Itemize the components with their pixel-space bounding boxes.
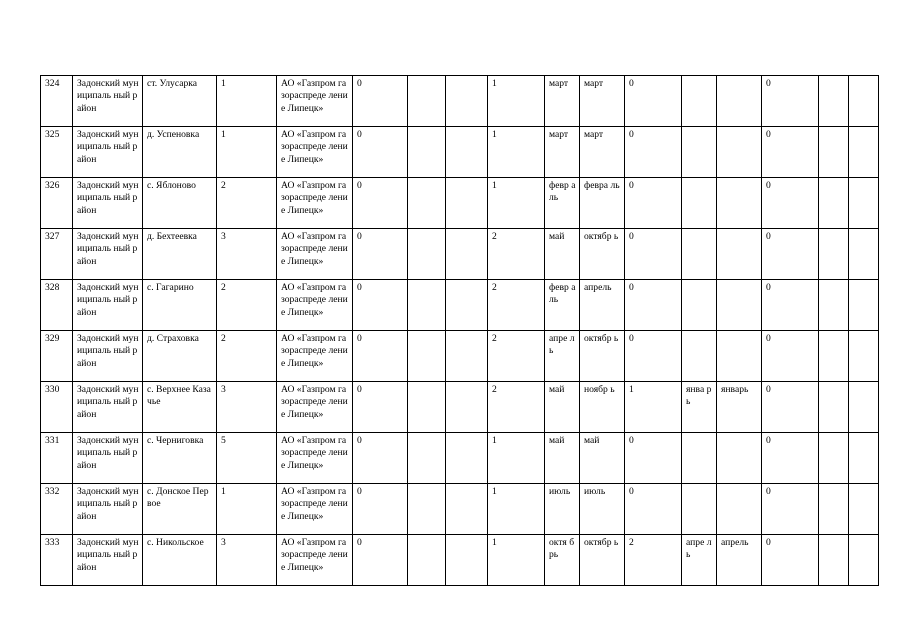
table-cell: 5	[217, 433, 277, 484]
table-cell: 327	[41, 229, 73, 280]
table-cell: 3	[217, 229, 277, 280]
table-cell: 0	[353, 229, 408, 280]
table-cell	[717, 484, 762, 535]
table-row	[41, 535, 879, 586]
table-cell	[682, 433, 717, 484]
table-cell: с. Никольское	[143, 535, 217, 586]
table-cell: Задонский муниципаль ный район	[73, 331, 143, 382]
table-cell: 0	[762, 127, 819, 178]
table-cell: 1	[488, 127, 545, 178]
table-cell	[682, 484, 717, 535]
table-cell	[408, 280, 446, 331]
table-cell: 333	[41, 535, 73, 586]
table-cell: 326	[41, 178, 73, 229]
table-cell	[819, 484, 849, 535]
table-cell	[446, 76, 488, 127]
table-cell: май	[545, 433, 580, 484]
table-cell	[682, 178, 717, 229]
table-cell	[408, 535, 446, 586]
table-cell	[408, 331, 446, 382]
table-cell	[819, 178, 849, 229]
table-cell: 0	[762, 484, 819, 535]
table-row	[41, 178, 879, 229]
table-cell: 0	[762, 178, 819, 229]
table-cell: 328	[41, 280, 73, 331]
table-cell	[717, 127, 762, 178]
table-cell: ноябр ь	[580, 382, 625, 433]
table-cell: октябр ь	[580, 229, 625, 280]
table-cell: 0	[353, 280, 408, 331]
table-cell: 0	[762, 229, 819, 280]
table-cell: 2	[625, 535, 682, 586]
table-cell: 0	[762, 331, 819, 382]
table-row	[41, 280, 879, 331]
table-cell: 0	[353, 484, 408, 535]
table-cell	[849, 484, 879, 535]
table-cell	[446, 484, 488, 535]
table-cell: март	[580, 127, 625, 178]
table-cell	[682, 127, 717, 178]
table-cell: с. Черниговка	[143, 433, 217, 484]
table-cell	[819, 331, 849, 382]
table-cell: 0	[353, 331, 408, 382]
table-cell: февр аль	[545, 178, 580, 229]
table-cell: апре ль	[545, 331, 580, 382]
table-cell: 1	[625, 382, 682, 433]
table-cell	[408, 382, 446, 433]
table-cell: 0	[625, 76, 682, 127]
table-cell: июль	[545, 484, 580, 535]
table-row	[41, 127, 879, 178]
table-cell	[408, 433, 446, 484]
table-cell: 0	[625, 127, 682, 178]
table-cell	[446, 229, 488, 280]
table-row	[41, 229, 879, 280]
table-cell: июль	[580, 484, 625, 535]
table-cell: АО «Газпром газораспреде ление Липецк»	[277, 433, 353, 484]
table-cell: апре ль	[682, 535, 717, 586]
table-cell: Задонский муниципаль ный район	[73, 535, 143, 586]
table-cell: Задонский муниципаль ный район	[73, 127, 143, 178]
table-cell: АО «Газпром газораспреде ление Липецк»	[277, 331, 353, 382]
table-cell: 0	[625, 229, 682, 280]
table-row	[41, 433, 879, 484]
table-cell: октя брь	[545, 535, 580, 586]
table-cell: АО «Газпром газораспреде ление Липецк»	[277, 382, 353, 433]
table-cell: 2	[217, 280, 277, 331]
table-cell: 332	[41, 484, 73, 535]
table-cell: октябр ь	[580, 331, 625, 382]
table-cell: 331	[41, 433, 73, 484]
table-cell: 0	[625, 178, 682, 229]
table-cell	[682, 280, 717, 331]
table-cell	[849, 331, 879, 382]
table-cell	[849, 433, 879, 484]
table-cell: 0	[625, 433, 682, 484]
table-cell: 1	[488, 178, 545, 229]
table-cell	[446, 280, 488, 331]
table-cell	[682, 76, 717, 127]
table-cell	[446, 127, 488, 178]
table-cell: 3	[217, 382, 277, 433]
table-cell: 1	[488, 433, 545, 484]
table-cell	[408, 178, 446, 229]
table-cell	[717, 433, 762, 484]
table-cell: 0	[625, 280, 682, 331]
table-cell	[849, 280, 879, 331]
table-cell	[408, 127, 446, 178]
table-cell: 0	[762, 535, 819, 586]
table-cell: 325	[41, 127, 73, 178]
table-cell: 0	[625, 484, 682, 535]
table-cell: май	[580, 433, 625, 484]
table-cell: март	[545, 127, 580, 178]
table-cell	[446, 331, 488, 382]
table-cell: 0	[625, 331, 682, 382]
table-cell	[717, 76, 762, 127]
table-cell	[446, 433, 488, 484]
table-cell	[682, 229, 717, 280]
table-cell: 0	[762, 382, 819, 433]
table-cell: 3	[217, 535, 277, 586]
table-body	[41, 76, 879, 586]
table-cell: 2	[488, 382, 545, 433]
table-cell: февр аль	[545, 280, 580, 331]
table-row	[41, 382, 879, 433]
table-cell: с. Верхнее Казачье	[143, 382, 217, 433]
table-cell: Задонский муниципаль ный район	[73, 76, 143, 127]
table-cell	[819, 76, 849, 127]
table-cell: АО «Газпром газораспреде ление Липецк»	[277, 535, 353, 586]
table-cell: октябр ь	[580, 535, 625, 586]
table-cell	[717, 178, 762, 229]
table-cell	[849, 76, 879, 127]
table-cell: АО «Газпром газораспреде ление Липецк»	[277, 178, 353, 229]
table-cell: май	[545, 229, 580, 280]
table-cell: Задонский муниципаль ный район	[73, 484, 143, 535]
table-cell: 0	[353, 127, 408, 178]
table-cell: Задонский муниципаль ный район	[73, 178, 143, 229]
table-cell: 1	[488, 484, 545, 535]
table-cell	[446, 178, 488, 229]
table-cell: АО «Газпром газораспреде ление Липецк»	[277, 280, 353, 331]
table-cell: с. Яблоново	[143, 178, 217, 229]
table-cell	[849, 382, 879, 433]
table-cell: 2	[488, 280, 545, 331]
table-cell: 1	[217, 76, 277, 127]
table-cell: 0	[353, 382, 408, 433]
table-cell: 0	[353, 433, 408, 484]
table-row	[41, 76, 879, 127]
table-cell: 1	[217, 127, 277, 178]
table-cell	[819, 535, 849, 586]
table-cell: апрель	[580, 280, 625, 331]
table-cell: 324	[41, 76, 73, 127]
table-cell	[717, 280, 762, 331]
table-cell	[446, 382, 488, 433]
table-cell	[682, 331, 717, 382]
table-cell: АО «Газпром газораспреде ление Липецк»	[277, 484, 353, 535]
table-cell: Задонский муниципаль ный район	[73, 229, 143, 280]
table-cell	[819, 433, 849, 484]
table-cell: АО «Газпром газораспреде ление Липецк»	[277, 127, 353, 178]
table-cell: 2	[217, 178, 277, 229]
table-cell: март	[580, 76, 625, 127]
table-cell: д. Страховка	[143, 331, 217, 382]
table-cell	[849, 178, 879, 229]
table-cell	[849, 535, 879, 586]
table-cell: Задонский муниципаль ный район	[73, 382, 143, 433]
table-cell: 2	[217, 331, 277, 382]
table-cell	[408, 229, 446, 280]
table-row	[41, 484, 879, 535]
table-cell: 1	[488, 535, 545, 586]
table-cell: 2	[488, 229, 545, 280]
table-cell: д. Бехтеевка	[143, 229, 217, 280]
table-cell: май	[545, 382, 580, 433]
table-cell: 0	[353, 178, 408, 229]
table-cell: 0	[353, 535, 408, 586]
table-cell	[849, 229, 879, 280]
table-cell	[408, 76, 446, 127]
table-cell: февра ль	[580, 178, 625, 229]
table-cell	[849, 127, 879, 178]
table-cell: январь	[717, 382, 762, 433]
table-cell: ст. Улусарка	[143, 76, 217, 127]
table-cell: 0	[762, 280, 819, 331]
table-cell: 330	[41, 382, 73, 433]
table-cell: д. Успеновка	[143, 127, 217, 178]
table-cell: АО «Газпром газораспреде ление Липецк»	[277, 229, 353, 280]
table-cell	[717, 229, 762, 280]
table-cell: 0	[353, 76, 408, 127]
table-cell: АО «Газпром газораспреде ление Липецк»	[277, 76, 353, 127]
table-cell	[819, 382, 849, 433]
table-cell	[819, 127, 849, 178]
table-cell: 1	[217, 484, 277, 535]
table-cell	[446, 535, 488, 586]
gasification-schedule-table	[40, 75, 879, 586]
table-cell: апрель	[717, 535, 762, 586]
table-cell: 0	[762, 433, 819, 484]
table-cell	[819, 229, 849, 280]
table-cell	[819, 280, 849, 331]
table-cell: Задонский муниципаль ный район	[73, 433, 143, 484]
table-cell: с. Донское Первое	[143, 484, 217, 535]
table-cell	[717, 331, 762, 382]
table-cell: янва рь	[682, 382, 717, 433]
table-cell: март	[545, 76, 580, 127]
table-cell: 329	[41, 331, 73, 382]
table-cell: 0	[762, 76, 819, 127]
table-cell: Задонский муниципаль ный район	[73, 280, 143, 331]
table-cell: 1	[488, 76, 545, 127]
table-cell: с. Гагарино	[143, 280, 217, 331]
table-row	[41, 331, 879, 382]
table-cell	[408, 484, 446, 535]
table-cell: 2	[488, 331, 545, 382]
